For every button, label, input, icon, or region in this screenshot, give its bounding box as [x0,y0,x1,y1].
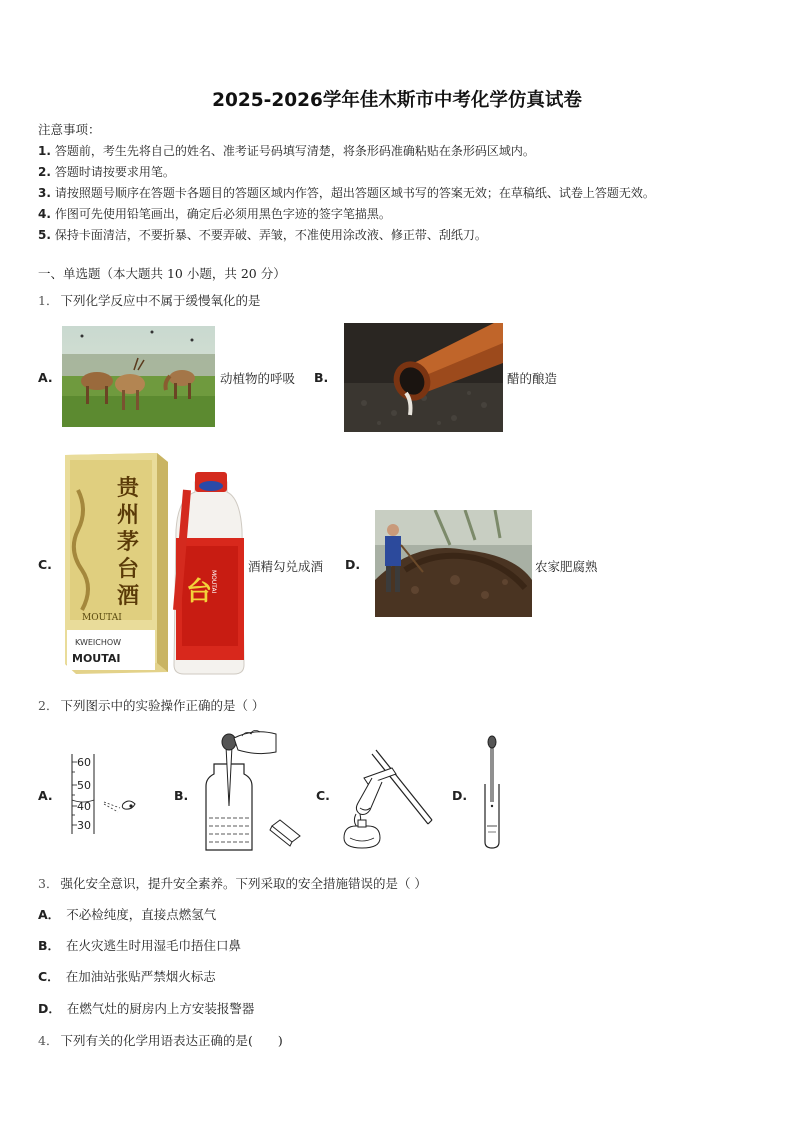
tick-label: 30 [77,819,91,832]
dropper-tube-figure [480,734,504,850]
q1-option-a-caption: 动植物的呼吸 [220,371,296,386]
q2-option-c-letter: C. [316,788,330,803]
tick-label: 60 [77,756,91,769]
q2-option-a-letter: A. [38,788,53,803]
question-2: 2． 下列图示中的实验操作正确的是（ ） [38,698,265,713]
box-side-text: MOUTAI [82,613,122,623]
dropper-bottle-figure [198,726,302,854]
box-brand-cn: 贵州茅台酒 [117,475,140,609]
q1-option-b-letter: B. [314,370,329,385]
note-item: 5. 保持卡面清洁，不要折暴、不要弄破、弄皱，不准使用涂改液、修正带、刮纸刀。 [38,228,487,242]
note-item: 2. 答题时请按要求用笔。 [38,165,175,179]
note-item: 4. 作图可先使用铅笔画出，确定后必须用黑色字迹的签字笔描黑。 [38,207,391,221]
q3-choice-d: D． 在燃气灶的厨房内上方安装报警器 [38,1001,255,1016]
graduated-cylinder-figure [68,752,148,837]
q1-option-d-letter: D. [345,557,361,572]
tick-label: 40 [77,800,91,813]
question-3: 3． 强化安全意识，提升安全素养。下列采取的安全措施错误的是（ ） [38,876,427,891]
page-title: 2025-2026学年佳木斯市中考化学仿真试卷 [212,90,582,111]
q2-option-b-letter: B. [174,788,189,803]
vinegar-pipe-photo [344,323,503,432]
q3-choice-c: C． 在加油站张贴严禁烟火标志 [38,969,216,984]
test-tube-heating-figure [336,748,436,850]
note-item: 3. 请按照题号顺序在答题卡各题目的答题区域内作答，超出答题区域书写的答案无效；在草稿纸、试卷上答题无效。 [38,186,655,200]
question-4: 4． 下列有关的化学用语表达正确的是( ) [38,1033,283,1048]
moutai-photo [62,450,247,676]
section-heading: 一、单选题（本大题共 10 小题，共 20 分） [38,266,286,281]
q2-option-d-letter: D. [452,788,468,803]
q1-option-c-caption: 酒精勾兑成酒 [248,559,324,574]
q1-option-a-letter: A. [38,370,53,385]
q3-choice-b: B． 在火灾逃生时用湿毛巾捂住口鼻 [38,938,242,953]
box-brand-en2: MOUTAI [72,652,121,665]
q1-option-b-caption: 醋的酿造 [507,371,558,386]
q1-option-d-caption: 农家肥腐熟 [535,559,598,574]
notes-heading: 注意事项： [38,122,101,137]
question-1: 1． 下列化学反应中不属于缓慢氧化的是 [38,293,261,308]
q1-option-c-letter: C. [38,557,52,572]
box-brand-en1: KWEICHOW [75,638,122,647]
note-item: 1. 答题前，考生先将自己的姓名、准考证号码填写清楚，将条形码准确粘贴在条形码区域内。 [38,144,535,158]
bottle-label: 台 [186,577,213,607]
tick-label: 50 [77,779,91,792]
deer-photo [62,326,215,427]
compost-photo [375,510,532,617]
q3-choice-a: A． 不必检纯度，直接点燃氢气 [38,907,217,922]
svg-text:MOUTAI: MOUTAI [210,570,217,594]
